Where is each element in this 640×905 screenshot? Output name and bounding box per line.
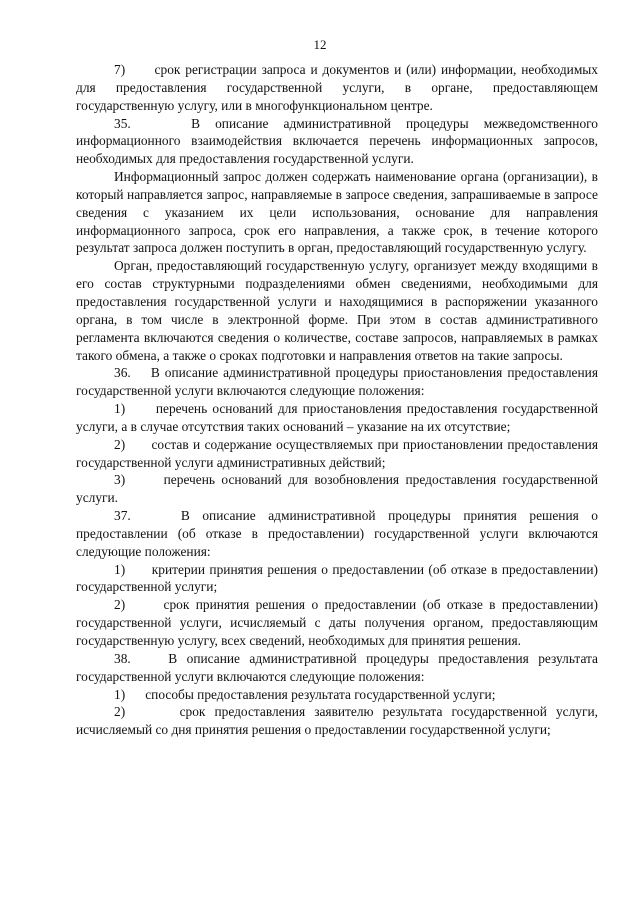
paragraph-37-item-1: 1) критерии принятия решения о предоставлении (об отказе в предоставлении) государственной услуги;	[76, 561, 598, 595]
paragraph-item-7: 7) срок регистрации запроса и документов и (или) информации, необходимых для предоставления государственной услуги, в органе, предоставляющем государственную услугу, или в многофункциональном центре.	[76, 62, 598, 113]
paragraph-36: 36. В описание административной процедуры приостановления предоставления государственной услуги включаются следующие положения:	[76, 365, 598, 399]
paragraph-37-item-2: 2) срок принятия решения о предоставлении (об отказе в предоставлении) государственной услуги, исчисляемый с даты получения органом, предоставляющим государственную услугу, всех сведений, необходимых для принятия решения.	[76, 597, 598, 648]
paragraph-38-item-1: 1) способы предоставления результата государственной услуги;	[114, 686, 496, 702]
paragraph-38-item-2: 2) срок предоставления заявителю результата государственной услуги, исчисляемый со дня принятия решения о предоставлении государственной услуги;	[76, 704, 598, 738]
paragraph-information-request: Информационный запрос должен содержать наименование органа (организации), в который направляется запрос, направляемые в запросе сведения, запрашиваемые в запросе сведения с указанием их цели использования, основание для направления информационного запроса, срок его направления, а также срок, в течение которого результат запроса должен поступить в орган, предоставляющий государственную услугу.	[76, 169, 598, 256]
paragraph-38: 38. В описание административной процедуры предоставления результата государственной услуги включаются следующие положения:	[76, 650, 598, 684]
paragraph-37: 37. В описание административной процедуры принятия решения о предоставлении (об отказе в предоставлении) государственной услуги включаются следующие положения:	[76, 508, 598, 559]
paragraph-35: 35. В описание административной процедуры межведомственного информационного взаимодействия включается перечень информационных запросов, необходимых для предоставления государственной услуги.	[76, 115, 598, 167]
paragraph-36-item-1: 1) перечень оснований для приостановления предоставления государственной услуги, а в случае отсутствия таких оснований – указание на их отсутствие;	[76, 401, 598, 434]
paragraph-36-item-2: 2) состав и содержание осуществляемых при приостановлении предоставления государственной услуги административных действий;	[76, 436, 598, 470]
paragraph-information-exchange: Орган, предоставляющий государственную услугу, организует между входящими в его состав структурными подразделениями обмен сведениями, необходимыми для предоставления государственной услуги и находящимися в распоряжении указанного органа, в том числе в электронной форме. При этом в состав административного регламента включаются сведения о количестве, составе запросов, направляемых в рамках такого обмена, а также о сроках подготовки и направления ответов на такие запросы.	[76, 258, 598, 363]
document-body	[76, 61, 598, 739]
page-number: 12	[313, 37, 327, 52]
paragraph-36-item-3: 3) перечень оснований для возобновления предоставления государственной услуги.	[76, 472, 598, 506]
